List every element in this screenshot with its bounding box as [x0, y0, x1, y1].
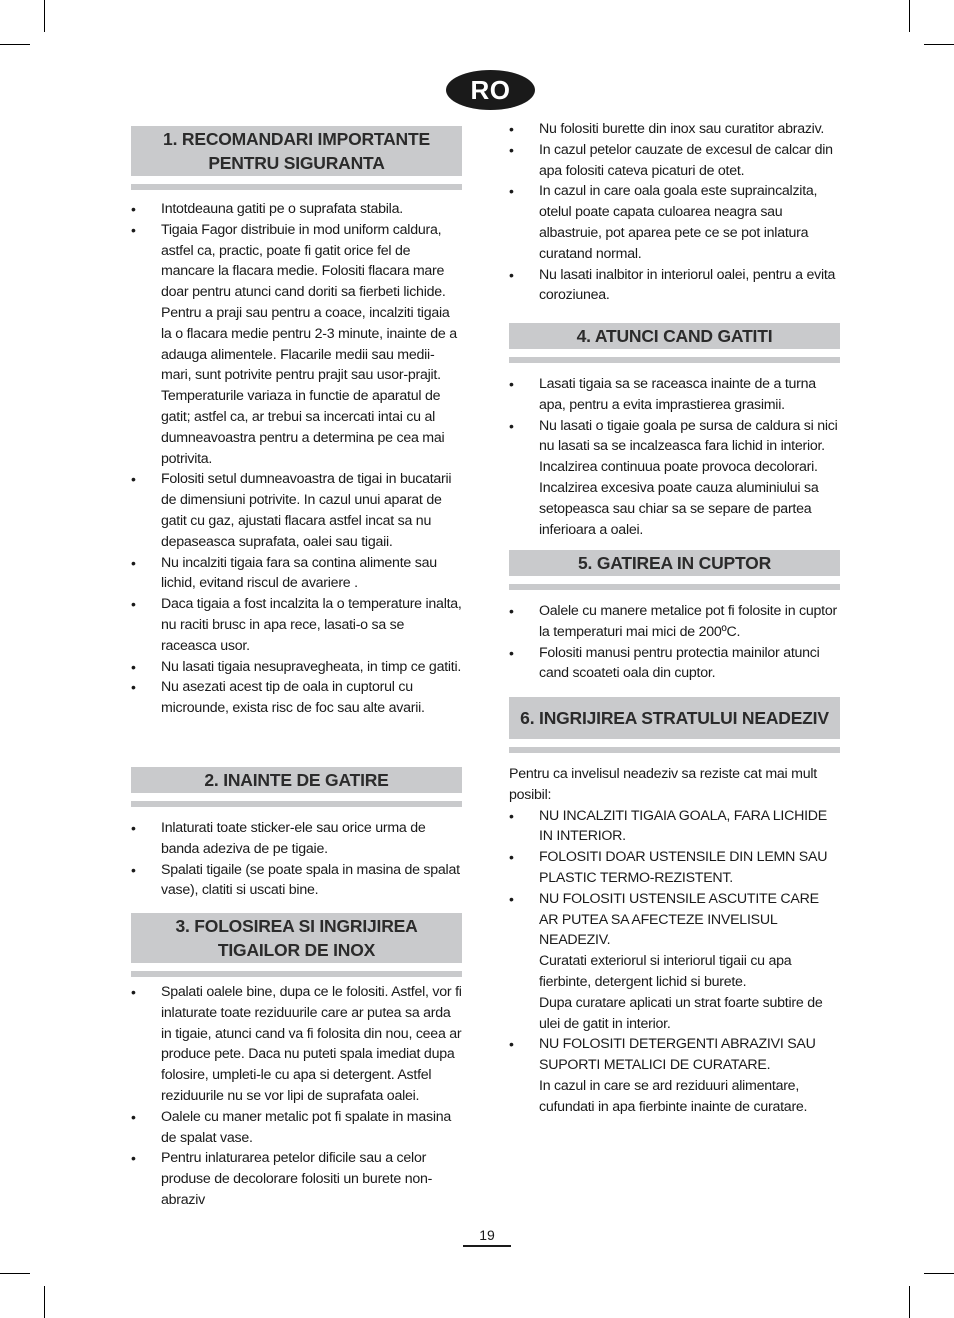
- heading-rule: [509, 357, 840, 363]
- section-3: [131, 913, 462, 1211]
- list-item: • Tigaia Fagor distribuie in mod uniform caldura, astfel ca, practic, poate fi gatit orice fel de mancare la flacara medie. Folositi flacara mare doar pentru atunci cand doriti sa fierbeti lichide. Pentru a praji sau pentru a coace, incalziti tigaia la o flacara medie pentru 2-3 minute, inainte de a adauga alimentele. Flacarile medii sau medii-mari, sunt potrivite pentru prajit sau usor-prajit. Temperaturile variaza in functie de aparatul de gatit; astfel ca, ar trebui sa incercati intai cu al dumneavoastra pentru a determina pe cea mai potrivita.: [131, 220, 462, 470]
- list-item: • Intotdeauna gatiti pe o suprafata stabila.: [131, 199, 462, 220]
- item-note: Curatati exteriorul si interiorul tigaii cu apa fierbinte, detergent lichid si burete.: [539, 953, 792, 990]
- section-3-continued: [509, 119, 840, 306]
- section-heading: 5. GATIREA IN CUPTOR: [509, 550, 840, 576]
- item-text: • FOLOSITI DOAR USTENSILE DIN LEMN SAU PLASTIC TERMO-REZISTENT.: [539, 849, 828, 886]
- heading-rule: [131, 971, 462, 977]
- item-text: • NU INCALZITI TIGAIA GOALA, FARA LICHIDE IN INTERIOR.: [539, 807, 827, 845]
- crop-mark: [909, 1286, 910, 1318]
- crop-mark: [44, 1286, 45, 1318]
- list-item: [509, 1034, 840, 1117]
- section-6: [509, 697, 840, 1118]
- list-item: • Nu lasati o tigaie goala pe sursa de caldura si nici nu lasati sa se incalzeasca fara lichid in interior. Incalzirea continuua poate provoca decolorari. Incalzirea excesiva poate cauza aluminiului sa setopeasca sau chiar sa se separe de partea inferioara a oalei.: [509, 416, 840, 541]
- section-title-line: PENTRU SIGURANTA: [208, 153, 385, 173]
- list-item: • Oalele cu maner metalic pot fi spalate in masina de spalat vase.: [131, 1107, 462, 1149]
- item-text: • NU FOLOSITI DETERGENTI ABRAZIVI SAU SUPORTI METALICI DE CURATARE.: [539, 1036, 816, 1074]
- heading-rule: [131, 801, 462, 807]
- bullet-list: [131, 818, 462, 901]
- heading-rule: [509, 747, 840, 753]
- section-title-line: TIGAILOR DE INOX: [217, 940, 376, 960]
- bullet-list: [509, 601, 840, 684]
- list-item: [509, 806, 840, 848]
- section-2: [131, 767, 462, 901]
- list-item: • In cazul petelor cauzate de excesul de calcar din apa folositi cateva picaturi de otet.: [509, 140, 840, 182]
- crop-mark: [0, 44, 30, 45]
- list-item: • Spalati tigaile (se poate spala in masina de spalat vase), clatiti si uscati bine.: [131, 860, 462, 902]
- page-number: 19: [463, 1226, 511, 1247]
- list-item: [509, 889, 840, 1035]
- list-item: • Folositi manusi pentru protectia mainilor atunci cand scoateti oala din cuptor.: [509, 643, 840, 685]
- bullet-list: [131, 199, 462, 719]
- list-item: • Daca tigaia a fost incalzita la o temperature inalta, nu raciti brusc in apa rece, lasati-o sa se raceasca usor.: [131, 594, 462, 656]
- list-item: • Nu lasati tigaia nesupravegheata, in timp ce gatiti.: [131, 657, 462, 678]
- section-title-line: 1. RECOMANDARI IMPORTANTE: [163, 129, 430, 149]
- intro-paragraph: Pentru ca invelisul neadeziv sa reziste cat mai mult posibil:: [509, 766, 817, 803]
- heading-rule: [509, 584, 840, 590]
- list-item: • Spalati oalele bine, dupa ce le folositi. Astfel, vor fi inlaturate toate reziduurile care ar putea sa arda in tigaie, atunci cand va fi folosita din nou, ceea ar produce pete. Daca nu puteti spala imediat dupa folosire, umpleti-le cu apa si detergent. Astfel reziduurile nu se vor lipi de suprafata oalei.: [131, 982, 462, 1107]
- section-1: [131, 126, 462, 719]
- crop-mark: [924, 1273, 954, 1274]
- list-item: • Lasati tigaia sa se raceasca inainte de a turna apa, pentru a evita imprastierea grasimii.: [509, 374, 840, 416]
- heading-rule: [131, 184, 462, 190]
- list-item: • Nu lasati inalbitor in interiorul oalei, pentru a evita coroziunea.: [509, 265, 840, 307]
- crop-mark: [924, 44, 954, 45]
- section-heading: [131, 126, 462, 176]
- item-note: In cazul in care se ard reziduuri alimentare, cufundati in apa fierbinte inainte de curatare.: [539, 1077, 808, 1115]
- section-heading: 6. INGRIJIREA STRATULUI NEADEZIV: [509, 697, 840, 739]
- bullet-list: [509, 374, 840, 540]
- item-text: • NU FOLOSITI USTENSILE ASCUTITE CARE AR PUTEA SA AFECTEZE INVELISUL NEADEZIV.: [539, 890, 819, 949]
- section-5: [509, 550, 840, 684]
- crop-mark: [44, 0, 45, 32]
- list-item: • Folositi setul dumneavoastra de tigai in bucatarii de dimensiuni potrivite. In cazul unui aparat de gatit cu gaz, ajustati flacara astfel incat sa nu depaseasca suprafata, oalei sau tigaii.: [131, 469, 462, 552]
- section-heading: [131, 913, 462, 963]
- section-heading: 2. INAINTE DE GATIRE: [131, 767, 462, 793]
- list-item: • Nu incalziti tigaia fara sa contina alimente sau lichid, evitand riscul de avariere .: [131, 553, 462, 595]
- bullet-list: [509, 119, 840, 306]
- crop-mark: [0, 1273, 30, 1274]
- language-badge: RO: [446, 70, 535, 110]
- list-item: [509, 847, 840, 889]
- section-heading: 4. ATUNCI CAND GATITI: [509, 323, 840, 349]
- list-item: • Pentru inlaturarea petelor dificile sau a celor produse de decolorare folositi un burete non-abraziv: [131, 1148, 462, 1210]
- list-item: • Inlaturati toate sticker-ele sau orice urma de banda adeziva de pe tigaie.: [131, 818, 462, 860]
- bullet-list: [131, 982, 462, 1211]
- item-note: Dupa curatare aplicati un strat foarte subtire de ulei de gatit in interior.: [539, 994, 823, 1032]
- list-item: • Oalele cu manere metalice pot fi folosite in cuptor la temperaturi mai mici de 200ºC.: [509, 601, 840, 643]
- bullet-list: [509, 806, 840, 1118]
- crop-mark: [909, 0, 910, 32]
- section-4: [509, 323, 840, 540]
- list-item: • Nu asezati acest tip de oala in cuptorul cu microunde, exista risc de foc sau alte avarii.: [131, 677, 462, 719]
- list-item: • In cazul in care oala goala este supraincalzita, otelul poate capata culoarea neagra sau albastruie, pot aparea pete ce se pot inlatura curatand normal.: [509, 181, 840, 264]
- section-title-line: 3. FOLOSIREA SI INGRIJIREA: [175, 916, 418, 936]
- list-item: • Nu folositi burette din inox sau curatitor abraziv.: [509, 119, 840, 140]
